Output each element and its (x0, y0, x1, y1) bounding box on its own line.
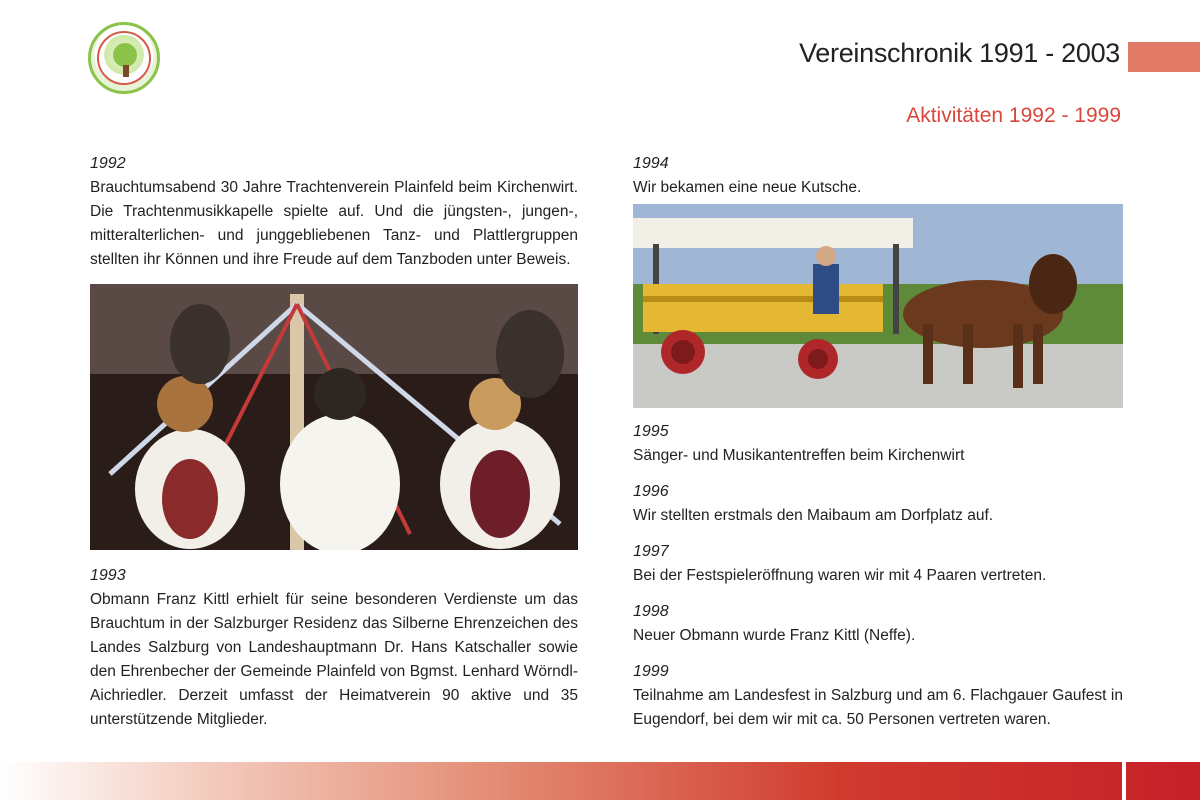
entry-1998 (633, 600, 1123, 648)
entry-year: 1999 (633, 663, 669, 680)
entry-text: Brauchtumsabend 30 Jahre Trachtenverein Plainfeld beim Kirchenwirt. Die Trachtenmusikkapelle spielte auf. Und die jüngsten-, jungen-, mitteralterlichen- und junggebliebenen Tanz- und Plattlergruppen stellten ihr Können und ihre Freude auf dem Tanzboden unter Beweis. (90, 179, 578, 268)
right-column (633, 152, 1123, 744)
club-emblem-icon (88, 22, 160, 94)
entry-year: 1997 (633, 543, 669, 560)
title-accent-bar (1128, 42, 1200, 72)
entry-text: Wir bekamen eine neue Kutsche. (633, 179, 862, 196)
entry-text: Teilnahme am Landesfest in Salzburg und am 6. Flachgauer Gaufest in Eugendorf, bei dem wir mit ca. 50 Personen vertreten waren. (633, 687, 1123, 728)
entry-1997 (633, 540, 1123, 588)
entry-1996 (633, 480, 1123, 528)
page-subtitle: Aktivitäten 1992 - 1999 (906, 104, 1121, 127)
entry-text: Sänger- und Musikantentreffen beim Kirchenwirt (633, 447, 965, 464)
entry-year: 1995 (633, 423, 669, 440)
footer-gradient-bar (0, 762, 1200, 800)
entry-year: 1992 (90, 155, 126, 172)
entry-year: 1998 (633, 603, 669, 620)
entry-year: 1994 (633, 155, 669, 172)
entry-text: Neuer Obmann wurde Franz Kittl (Neffe). (633, 627, 916, 644)
maypole-dance-photo (90, 284, 578, 550)
entry-year: 1993 (90, 567, 126, 584)
entry-1995 (633, 420, 1123, 468)
entry-1994 (633, 152, 1123, 200)
entry-year: 1996 (633, 483, 669, 500)
emblem-tree (113, 43, 137, 67)
entry-text: Obmann Franz Kittl erhielt für seine besonderen Verdienste um das Brauchtum in der Salzburger Residenz das Silberne Ehrenzeichen des Landes Salzburg von Landeshauptmann Dr. Hans Katschaller sowie den Ehrenbecher der Gemeinde Plainfeld von Bgmst. Lenhard Wörndl-Aichriedler. Derzeit umfasst der Heimatverein 90 aktive und 35 unterstützende Mitglieder. (90, 591, 578, 728)
page-title: Vereinschronik 1991 - 2003 (799, 38, 1120, 68)
entry-text: Wir stellten erstmals den Maibaum am Dorfplatz auf. (633, 507, 994, 524)
left-column (90, 152, 578, 744)
emblem-trunk (123, 65, 129, 77)
entry-1999 (633, 660, 1123, 732)
entry-text: Bei der Festspieleröffnung waren wir mit 4 Paaren vertreten. (633, 567, 1047, 584)
footer-divider (1122, 762, 1126, 800)
entry-1992 (90, 152, 578, 272)
entry-1993 (90, 564, 578, 732)
horse-carriage-photo (633, 204, 1123, 408)
